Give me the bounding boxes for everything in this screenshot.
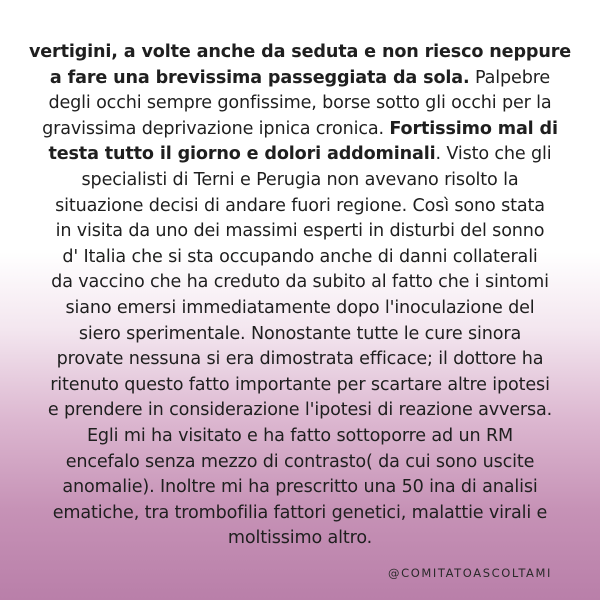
text-segment: provate nessuna si era dimostrata efficace; il dottore ha xyxy=(56,349,544,370)
text-segment: encefalo senza mezzo di contrasto( da cui sono uscite xyxy=(65,451,535,472)
text-segment: Palpebre xyxy=(469,67,551,88)
text-segment: . Visto che gli xyxy=(435,144,552,165)
text-segment: in visita da uno dei massimi esperti in disturbi del sonno xyxy=(55,221,545,242)
text-segment: siero sperimentale. Nonostante tutte le cure sinora xyxy=(78,323,522,344)
text-segment: gravissima deprivazione ipnica cronica. xyxy=(42,118,390,139)
text-segment: e prendere in considerazione l'ipotesi di reazione avversa. xyxy=(47,400,553,421)
bold-segment: vertigini, a volte anche da seduta e non riesco neppure xyxy=(28,42,572,62)
text-segment: specialisti di Terni e Perugia non avevano risolto la xyxy=(81,169,519,190)
text-segment: Egli mi ha visitato e ha fatto sottoporre ad un RM xyxy=(86,425,514,446)
bold-segment: a fare una brevissima passeggiata da sola. xyxy=(49,67,470,88)
text-line xyxy=(4,296,596,322)
text-line xyxy=(4,168,596,194)
text-line xyxy=(4,398,596,424)
text-line xyxy=(4,194,596,220)
text-line xyxy=(4,219,596,245)
text-line xyxy=(4,450,596,476)
text-line xyxy=(4,142,596,168)
text-segment: degli occhi sempre gonfissime, borse sotto gli occhi per la xyxy=(48,93,552,114)
text-line xyxy=(4,347,596,373)
account-handle: @COMITATOASCOLTAMI xyxy=(387,566,553,580)
text-segment: da vaccino che ha creduto da subito al fatto che i sintomi xyxy=(51,272,549,293)
story-text xyxy=(4,40,596,552)
text-line xyxy=(4,475,596,501)
text-segment: d' Italia che si sta occupando anche di danni collaterali xyxy=(62,246,538,267)
bold-segment: Fortissimo mal di xyxy=(389,118,558,139)
text-segment: ritenuto questo fatto importante per scartare altre ipotesi xyxy=(50,374,550,395)
text-segment: ematiche, tra trombofilia fattori genetici, malattie virali e xyxy=(52,502,548,523)
text-segment: moltissimo altro. xyxy=(227,528,373,549)
text-line xyxy=(4,322,596,348)
text-line xyxy=(4,40,596,66)
text-line xyxy=(4,424,596,450)
bold-segment: testa tutto il giorno e dolori addominali xyxy=(48,144,436,165)
text-segment: siano emersi immediatamente dopo l'inoculazione del xyxy=(65,297,535,318)
text-line xyxy=(4,66,596,92)
text-segment: anomalie). Inoltre mi ha prescritto una 50 ina di analisi xyxy=(62,477,538,498)
text-line xyxy=(4,91,596,117)
text-segment: situazione decisi di andare fuori regione. Così sono stata xyxy=(55,195,545,216)
text-line xyxy=(4,373,596,399)
text-line xyxy=(4,270,596,296)
text-line xyxy=(4,526,596,552)
text-line xyxy=(4,245,596,271)
text-line xyxy=(4,117,596,143)
text-line xyxy=(4,501,596,527)
